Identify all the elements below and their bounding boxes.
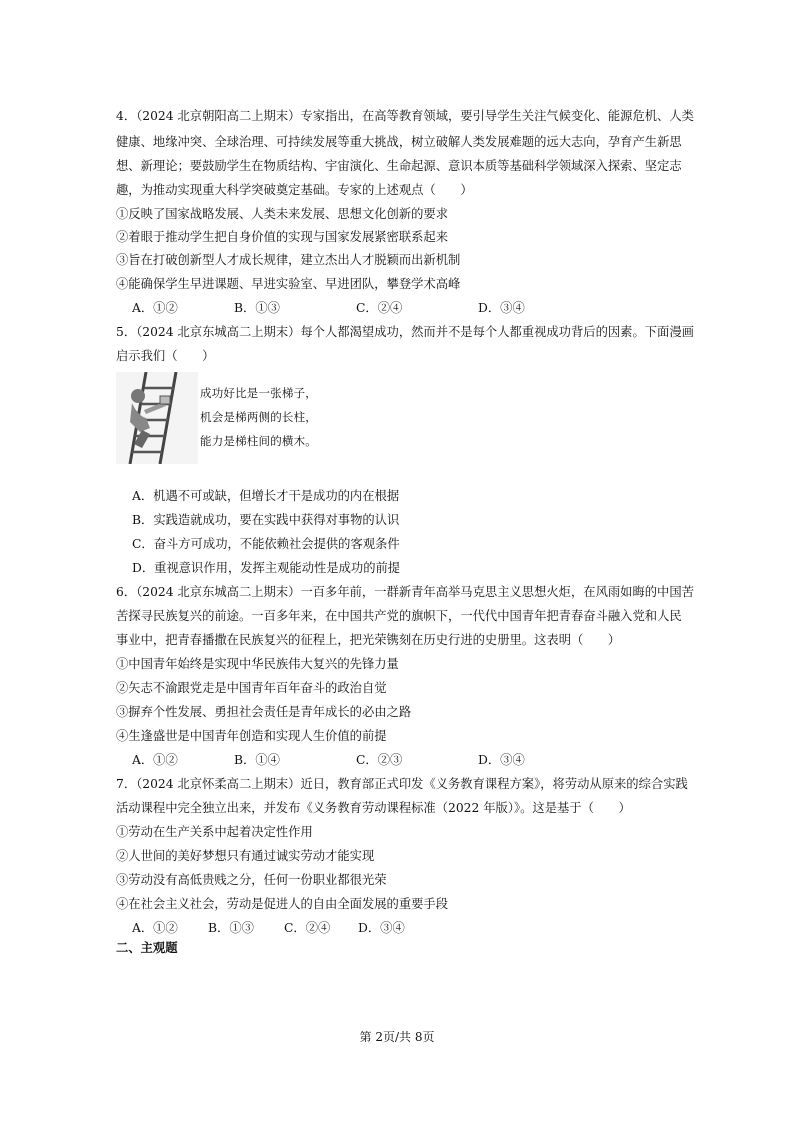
q6-stem-line: 6．（2024 北京东城高二上期末）一百多年前，一群新青年高举马克思主义思想火炬，在风雨如晦的中国苦	[116, 585, 694, 599]
q6-statement: ③摒弃个性发展、勇担社会责任是青年成长的必由之路	[116, 705, 412, 719]
q7-option-d[interactable]: D．③④	[358, 921, 405, 935]
q4-stem-line: 想、新理论；要鼓励学生在物质结构、宇宙演化、生命起源、意识本质等基础科学领域深入探索、坚定志	[116, 159, 682, 173]
q4-option-d[interactable]: D．③④	[478, 301, 525, 315]
q6-option-a[interactable]: A．①②	[132, 753, 178, 767]
ladder-comic-image	[116, 372, 317, 464]
q4-option-b[interactable]: B．①③	[234, 301, 280, 315]
q6-statement: ①中国青年始终是实现中华民族伟大复兴的先锋力量	[116, 657, 399, 671]
q6-option-c[interactable]: C．②③	[356, 753, 403, 767]
q6-option-b[interactable]: B．①④	[234, 753, 280, 767]
q7-stem-line: 活动课程中完全独立出来，并发布《义务教育劳动课程标准（2022 年版）》。这是基于（ ）	[116, 801, 631, 815]
q7-option-c[interactable]: C．②④	[284, 921, 331, 935]
q7-stem-line: 7．（2024 北京怀柔高二上期末）近日，教育部正式印发《义务教育课程方案》，将劳动从原来的综合实践	[116, 777, 688, 791]
q5-stem-line: 5．（2024 北京东城高二上期末）每个人都渴望成功，然而并不是每个人都重视成功背后的因素。下面漫画	[116, 325, 694, 339]
q7-statement: ④在社会主义社会，劳动是促进人的自由全面发展的重要手段	[116, 897, 449, 911]
q4-statement: ②着眼于推动学生把自身价值的实现与国家发展紧密联系起来	[116, 230, 449, 244]
q6-statement: ②矢志不渝跟党走是中国青年百年奋斗的政治自觉	[116, 681, 387, 695]
q4-statement: ③旨在打破创新型人才成长规律，建立杰出人才脱颖而出新机制	[116, 253, 461, 267]
q5-stem-line: 启示我们（ ）	[116, 349, 215, 363]
ladder-climber-illustration	[116, 372, 198, 464]
comic-caption-line: 成功好比是一张梯子，	[200, 386, 317, 400]
q4-statement: ①反映了国家战略发展、人类未来发展、思想文化创新的要求	[116, 207, 449, 221]
q6-statement: ④生逢盛世是中国青年创造和实现人生价值的前提	[116, 729, 387, 743]
comic-caption-line: 能力是梯柱间的横木。	[200, 434, 317, 448]
q6-option-d[interactable]: D．③④	[478, 753, 525, 767]
q7-statement: ①劳动在生产关系中起着决定性作用	[116, 825, 313, 839]
q4-stem-line: 4．（2024 北京朝阳高二上期末）专家指出，在高等教育领域，要引导学生关注气候变化、能源危机、人类	[116, 109, 694, 123]
q7-option-a[interactable]: A．①②	[132, 921, 178, 935]
q4-option-c[interactable]: C．②④	[356, 301, 403, 315]
page-footer: 第 2页/共 8页	[359, 1030, 435, 1044]
q4-option-a[interactable]: A．①②	[132, 301, 178, 315]
q6-stem-line: 苦探寻民族复兴的前途。一百多年来，在中国共产党的旗帜下，一代代中国青年把青春奋斗融入党和人民	[116, 609, 682, 623]
q5-option-d[interactable]: D．重视意识作用，发挥主观能动性是成功的前提	[132, 561, 401, 575]
q6-stem-line: 事业中，把青春播撒在民族复兴的征程上，把光荣镌刻在历史行进的史册里。这表明（ ）	[116, 633, 621, 647]
q7-statement: ③劳动没有高低贵贱之分，任何一份职业都很光荣	[116, 873, 387, 887]
q5-option-b[interactable]: B．实践造就成功，要在实践中获得对事物的认识	[132, 513, 400, 527]
q7-option-b[interactable]: B．①③	[208, 921, 254, 935]
q5-option-c[interactable]: C．奋斗方可成功，不能依赖社会提供的客观条件	[132, 537, 400, 551]
q4-stem-line: 趣，为推动实现重大科学突破奠定基础。专家的上述观点（ ）	[116, 183, 473, 197]
comic-caption-line: 机会是梯两侧的长柱，	[200, 410, 317, 424]
q7-statement: ②人世间的美好梦想只有通过诚实劳动才能实现	[116, 849, 375, 863]
section-heading: 二、主观题	[116, 940, 178, 955]
q5-option-a[interactable]: A．机遇不可或缺，但增长才干是成功的内在根据	[132, 489, 400, 503]
q4-stem-line: 健康、地缘冲突、全球治理、可持续发展等重大挑战，树立破解人类发展难题的远大志向，孕育产生新思	[116, 135, 682, 149]
q4-statement: ④能确保学生早进课题、早进实验室、早进团队，攀登学术高峰	[116, 277, 461, 291]
